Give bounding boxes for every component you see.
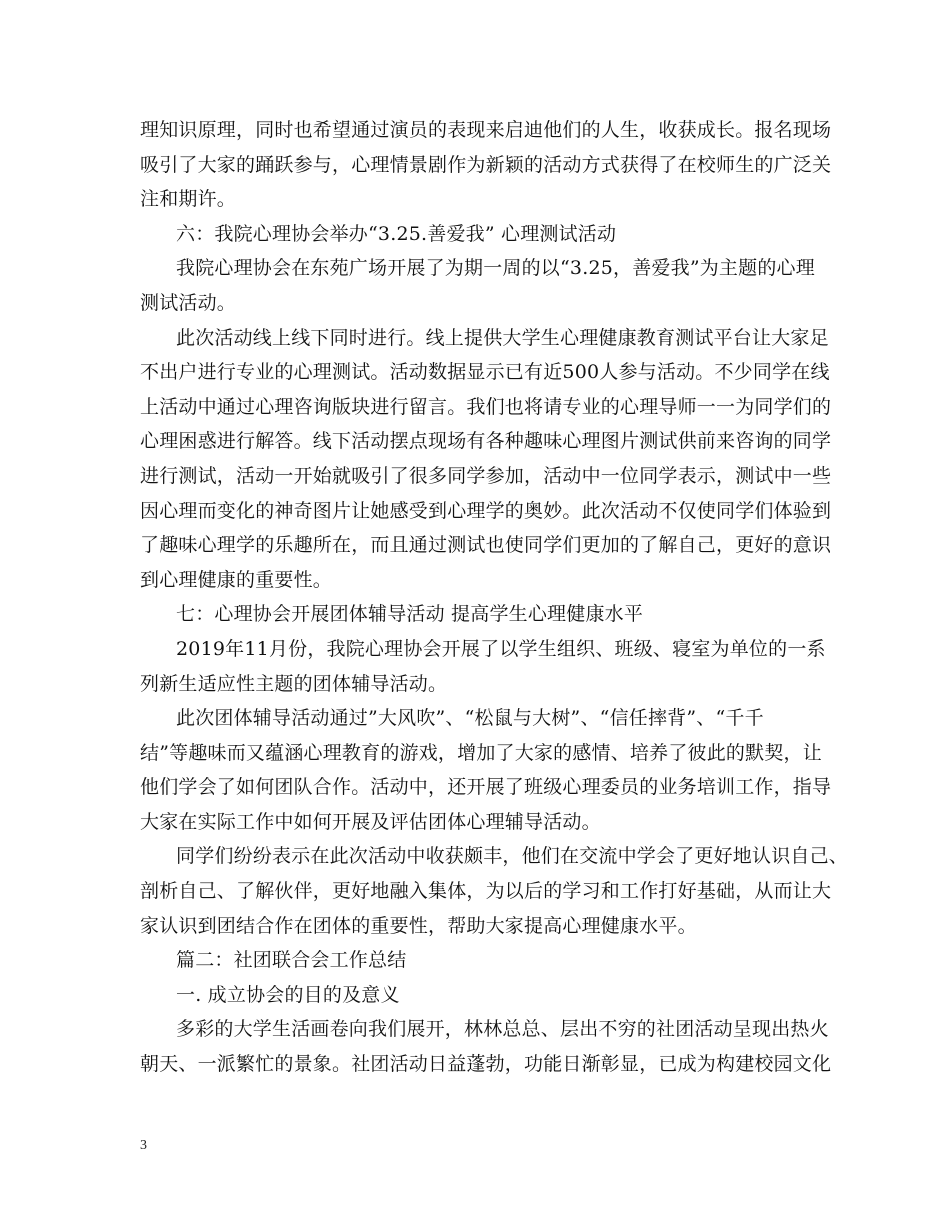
text-line: 大家在实际工作中如何开展及评估团体心理辅导活动。	[140, 810, 601, 833]
text-line: 心理困惑进行解答。线下活动摆点现场有各种趣味心理图片测试供前来咨询的同学	[140, 430, 832, 453]
text-line: 朝天、一派繁忙的景象。社团活动日益蓬勃，功能日渐彰显，已成为构建校园文化	[140, 1053, 832, 1076]
text-line: 篇二：社团联合会工作总结	[176, 949, 407, 972]
text-line: 此次团体辅导活动通过”大风吹”、“松鼠与大树”、“信任摔背”、“千千	[176, 707, 764, 730]
text-line: 七：心理协会开展团体辅导活动 提高学生心理健康水平	[176, 603, 644, 626]
text-line: 他们学会了如何团队合作。活动中，还开展了班级心理委员的业务培训工作，指导	[140, 776, 832, 799]
text-line: 不出户进行专业的心理测试。活动数据显示已有近500人参与活动。不少同学在线	[140, 361, 830, 384]
text-line: 了趣味心理学的乐趣所在，而且通过测试也使同学们更加的了解自己，更好的意识	[140, 534, 832, 557]
text-line: 理知识原理，同时也希望通过演员的表现来启迪他们的人生，收获成长。报名现场	[140, 119, 832, 141]
text-line: 多彩的大学生活画卷向我们展开，林林总总、层出不穷的社团活动呈现出热火	[176, 1018, 829, 1041]
text-line: 2019年11月份，我院心理协会开展了以学生组织、班级、寝室为单位的一系	[176, 637, 826, 660]
text-line: 测试活动。	[140, 291, 237, 314]
text-line: 进行测试，活动一开始就吸引了很多同学参加，活动中一位同学表示，测试中一些	[140, 464, 832, 487]
document-body	[140, 113, 849, 1082]
text-line: 上活动中通过心理咨询版块进行留言。我们也将请专业的心理导师一一为同学们的	[140, 395, 832, 418]
text-line: 剖析自己、了解伙伴，更好地融入集体，为以后的学习和工作打好基础，从而让大	[140, 880, 832, 903]
text-line: 六：我院心理协会举办“3.25.善爱我” 心理测试活动	[176, 222, 617, 245]
text-line: 吸引了大家的踊跃参与，心理情景剧作为新颖的活动方式获得了在校师生的广泛关	[140, 153, 832, 176]
text-line: 因心理而变化的神奇图片让她感受到心理学的奥妙。此次活动不仅使同学们体验到	[140, 499, 832, 522]
text-line: 到心理健康的重要性。	[140, 568, 333, 591]
text-line: 此次活动线上线下同时进行。线上提供大学生心理健康教育测试平台让大家足	[176, 326, 829, 349]
text-line: 我院心理协会在东苑广场开展了为期一周的以“3.25，善爱我”为主题的心理	[176, 257, 815, 280]
page-number: 3	[140, 1138, 147, 1153]
text-line: 一. 成立协会的目的及意义	[176, 983, 400, 1006]
text-line: 家认识到团结合作在团体的重要性，帮助大家提高心理健康水平。	[140, 914, 697, 937]
text-line: 注和期许。	[140, 188, 237, 211]
text-line: 结”等趣味而又蕴涵心理教育的游戏，增加了大家的感情、培养了彼此的默契，让	[140, 741, 822, 764]
text-line: 列新生适应性主题的团体辅导活动。	[140, 672, 448, 695]
text-line: 同学们纷纷表示在此次活动中收获颇丰，他们在交流中学会了更好地认识自己、	[176, 845, 849, 868]
